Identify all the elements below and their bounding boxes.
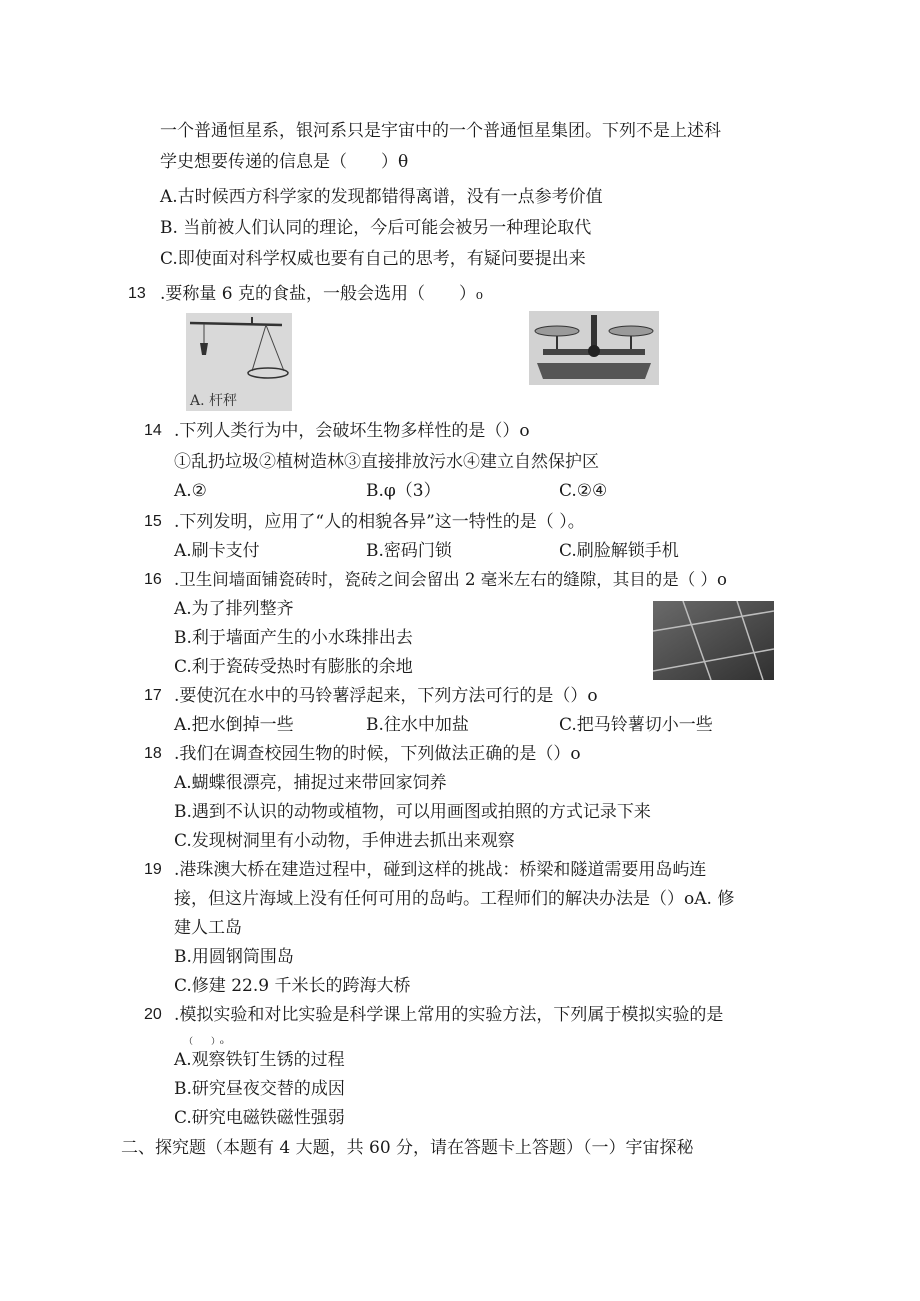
q12-option-b: B. 当前被人们认同的理论，今后可能会被另一种理论取代 — [160, 218, 592, 238]
q17-stem: .要使沉在水中的马铃薯浮起来，下列方法可行的是（）o — [174, 686, 598, 706]
q14-number: 14 — [144, 422, 162, 439]
q20-number: 20 — [144, 1006, 162, 1023]
q14-option-b: B.φ（3） — [366, 481, 441, 501]
q15-option-a: A.刷卡支付 — [174, 541, 260, 561]
q19-option-c: C.修建 22.9 千米长的跨海大桥 — [174, 976, 411, 996]
q13-stem: .要称量 6 克的食盐，一般会选用（ ）₀ — [160, 284, 483, 304]
q17-option-b: B.往水中加盐 — [366, 715, 469, 735]
q20-stem-line1: .模拟实验和对比实验是科学课上常用的实验方法，下列属于模拟实验的是 — [174, 1005, 724, 1025]
q14-option-c: C.②④ — [559, 481, 608, 501]
q16-option-b: B.利于墙面产生的小水珠排出去 — [174, 628, 413, 648]
q18-stem: .我们在调查校园生物的时候，下列做法正确的是（）o — [174, 744, 581, 764]
q19-stem-line1: .港珠澳大桥在建造过程中，碰到这样的挑战：桥梁和隧道需要用岛屿连 — [174, 860, 707, 880]
q14-statement-list: ①乱扔垃圾②植树造林③直接排放污水④建立自然保护区 — [174, 452, 599, 472]
q14-stem: .下列人类行为中，会破坏生物多样性的是（）o — [174, 421, 530, 441]
q17-option-c: C.把马铃薯切小一些 — [559, 715, 713, 735]
q15-option-c: C.刷脸解锁手机 — [559, 541, 679, 561]
tile-gap-icon — [653, 601, 774, 680]
q19-option-b: B.用圆钢筒围岛 — [174, 947, 294, 967]
q19-number: 19 — [144, 861, 162, 878]
q12-option-a: A.古时候西方科学家的发现都错得离谱，没有一点参考价值 — [160, 187, 603, 207]
steelyard-caption: A. 杆秤 — [190, 393, 238, 409]
q15-option-b: B.密码门锁 — [366, 541, 452, 561]
q17-option-a: A.把水倒掉一些 — [174, 715, 294, 735]
q12-option-c: C.即使面对科学权威也要有自己的思考，有疑问要提出来 — [160, 249, 586, 269]
q18-number: 18 — [144, 745, 162, 762]
q18-option-c: C.发现树洞里有小动物，手伸进去抓出来观察 — [174, 831, 515, 851]
q20-option-c: C.研究电磁铁磁性强弱 — [174, 1108, 345, 1128]
q19-stem-line2: 接，但这片海域上没有任何可用的岛屿。工程师们的解决办法是（）oA. 修 — [174, 889, 735, 909]
q16-option-a: A.为了排列整齐 — [174, 599, 294, 619]
q12-stem-line2: 学史想要传递的信息是（ ）θ — [160, 152, 409, 172]
q12-stem-line1: 一个普通恒星系，银河系只是宇宙中的一个普通恒星集团。下列不是上述科 — [160, 121, 721, 141]
q18-option-b: B.遇到不认识的动物或植物，可以用画图或拍照的方式记录下来 — [174, 802, 651, 822]
q16-number: 16 — [144, 571, 162, 588]
q16-option-c: C.利于瓷砖受热时有膨胀的余地 — [174, 657, 413, 677]
tile-wall-photo — [653, 601, 774, 680]
q15-number: 15 — [144, 513, 162, 530]
q19-stem-line3: 建人工岛 — [174, 918, 242, 938]
section2-heading: 二、探究题（本题有 4 大题，共 60 分，请在答题卡上答题）（一）宇宙探秘 — [121, 1138, 694, 1158]
q18-option-a: A.蝴蝶很漂亮，捕捉过来带回家饲养 — [174, 773, 447, 793]
q17-number: 17 — [144, 687, 162, 704]
q14-option-a: A.② — [174, 481, 207, 501]
steelyard-image — [186, 313, 292, 411]
balance-scale-image — [529, 311, 659, 385]
q20-option-b: B.研究昼夜交替的成因 — [174, 1079, 345, 1099]
q20-option-a: A.观察铁钉生锈的过程 — [174, 1050, 345, 1070]
q20-stem-line2: （ ）₀ — [184, 1037, 224, 1047]
q15-stem: .下列发明，应用了“人的相貌各异”这一特性的是（ ）。 — [174, 512, 585, 532]
q16-stem: .卫生间墙面铺瓷砖时，瓷砖之间会留出 2 毫米左右的缝隙，其目的是（ ）o — [174, 570, 727, 589]
balance-scale-icon — [529, 311, 659, 385]
q13-number: 13 — [128, 285, 146, 302]
